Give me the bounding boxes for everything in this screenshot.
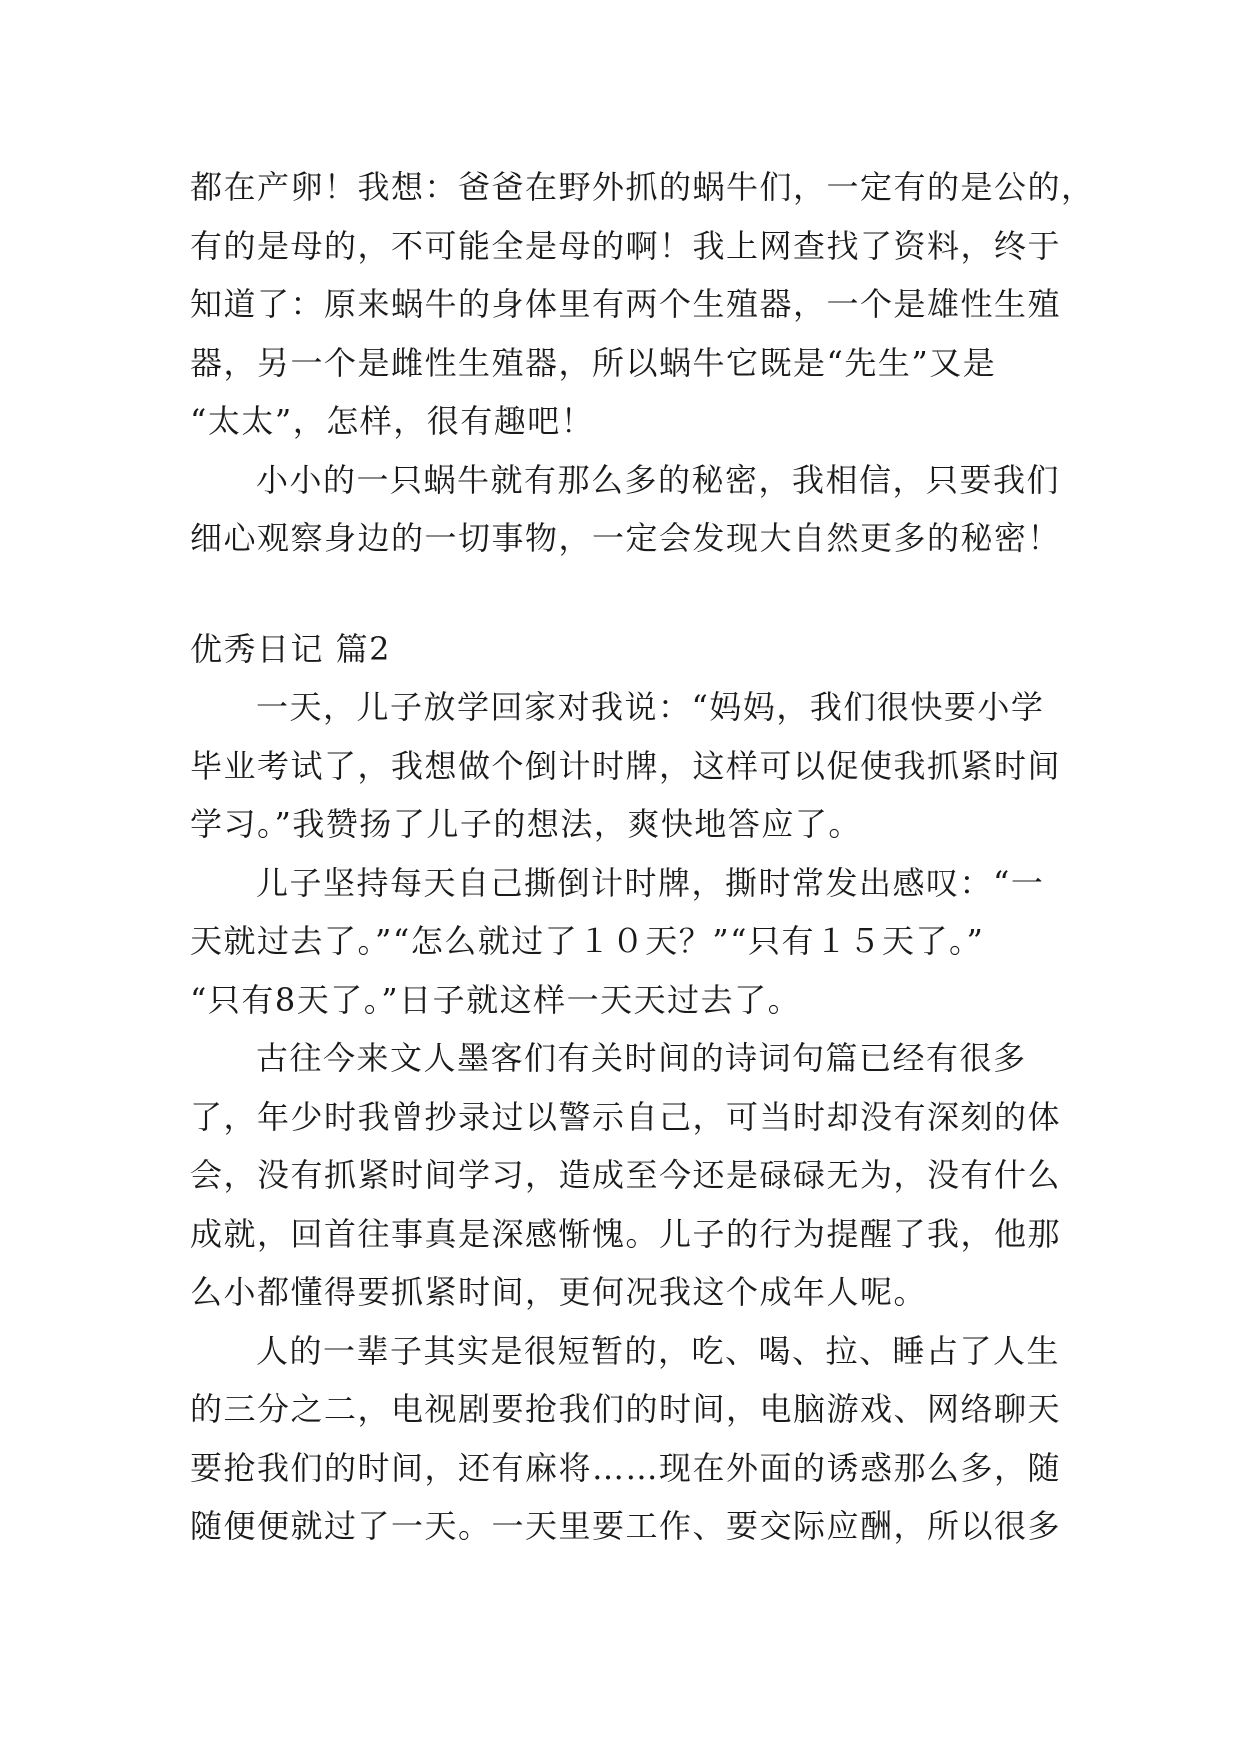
text-line: 随便便就过了一天。一天里要工作、要交际应酬，所以很多 <box>190 1507 1062 1545</box>
paragraph <box>190 854 1050 1030</box>
text-line: 儿子坚持每天自己撕倒计时牌，撕时常发出感叹：“一 <box>256 863 1045 902</box>
text-line: 要抢我们的时间，还有麻将……现在外面的诱惑那么多，随 <box>190 1448 1062 1487</box>
paragraph <box>190 1322 1062 1556</box>
text-line: 古往今来文人墨客们有关时间的诗词句篇已经有很多 <box>256 1039 1027 1077</box>
text-line: 有的是母的，不可能全是母的啊！我上网查找了资料，终于 <box>190 226 1062 265</box>
paragraph <box>190 451 1062 568</box>
text-line: 器，另一个是雌性生殖器，所以蜗牛它既是“先生”又是 <box>190 343 997 382</box>
paragraph <box>190 1029 1062 1322</box>
text-line: “太太”，怎样，很有趣吧！ <box>190 402 595 440</box>
paragraph <box>190 158 1095 451</box>
text-line: “只有8天了。”日子就这样一天天过去了。 <box>190 980 802 1019</box>
text-line: 一天，儿子放学回家对我说：“妈妈，我们很快要小学 <box>256 688 1045 726</box>
text-line: 知道了：原来蜗牛的身体里有两个生殖器，一个是雄性生殖 <box>190 285 1062 323</box>
section-title: 优秀日记 篇2 <box>190 629 392 668</box>
text-line: 人的一辈子其实是很短暂的，吃、喝、拉、睡占了人生 <box>256 1331 1061 1370</box>
text-line: 天就过去了。”“怎么就过了１０天？”“只有１５天了。” <box>190 922 985 960</box>
document-body <box>190 158 1095 1556</box>
text-line: 成就，回首往事真是深感惭愧。儿子的行为提醒了我，他那 <box>190 1214 1062 1253</box>
text-line: 了，年少时我曾抄录过以警示自己，可当时却没有深刻的体 <box>190 1097 1062 1136</box>
text-line: 么小都懂得要抓紧时间，更何况我这个成年人呢。 <box>190 1273 928 1311</box>
text-line: 的三分之二，电视剧要抢我们的时间，电脑游戏、网络聊天 <box>190 1390 1062 1428</box>
text-line: 都在产卵！我想：爸爸在野外抓的蜗牛们，一定有的是公的， <box>190 168 1095 206</box>
text-line: 会，没有抓紧时间学习，造成至今还是碌碌无为，没有什么 <box>190 1156 1062 1194</box>
paragraph <box>190 678 1062 854</box>
text-line: 小小的一只蜗牛就有那么多的秘密，我相信，只要我们 <box>256 460 1061 499</box>
text-line: 学习。”我赞扬了儿子的想法，爽快地答应了。 <box>190 805 862 843</box>
text-line: 毕业考试了，我想做个倒计时牌，这样可以促使我抓紧时间 <box>190 746 1062 785</box>
text-line: 细心观察身边的一切事物，一定会发现大自然更多的秘密！ <box>190 519 1062 557</box>
